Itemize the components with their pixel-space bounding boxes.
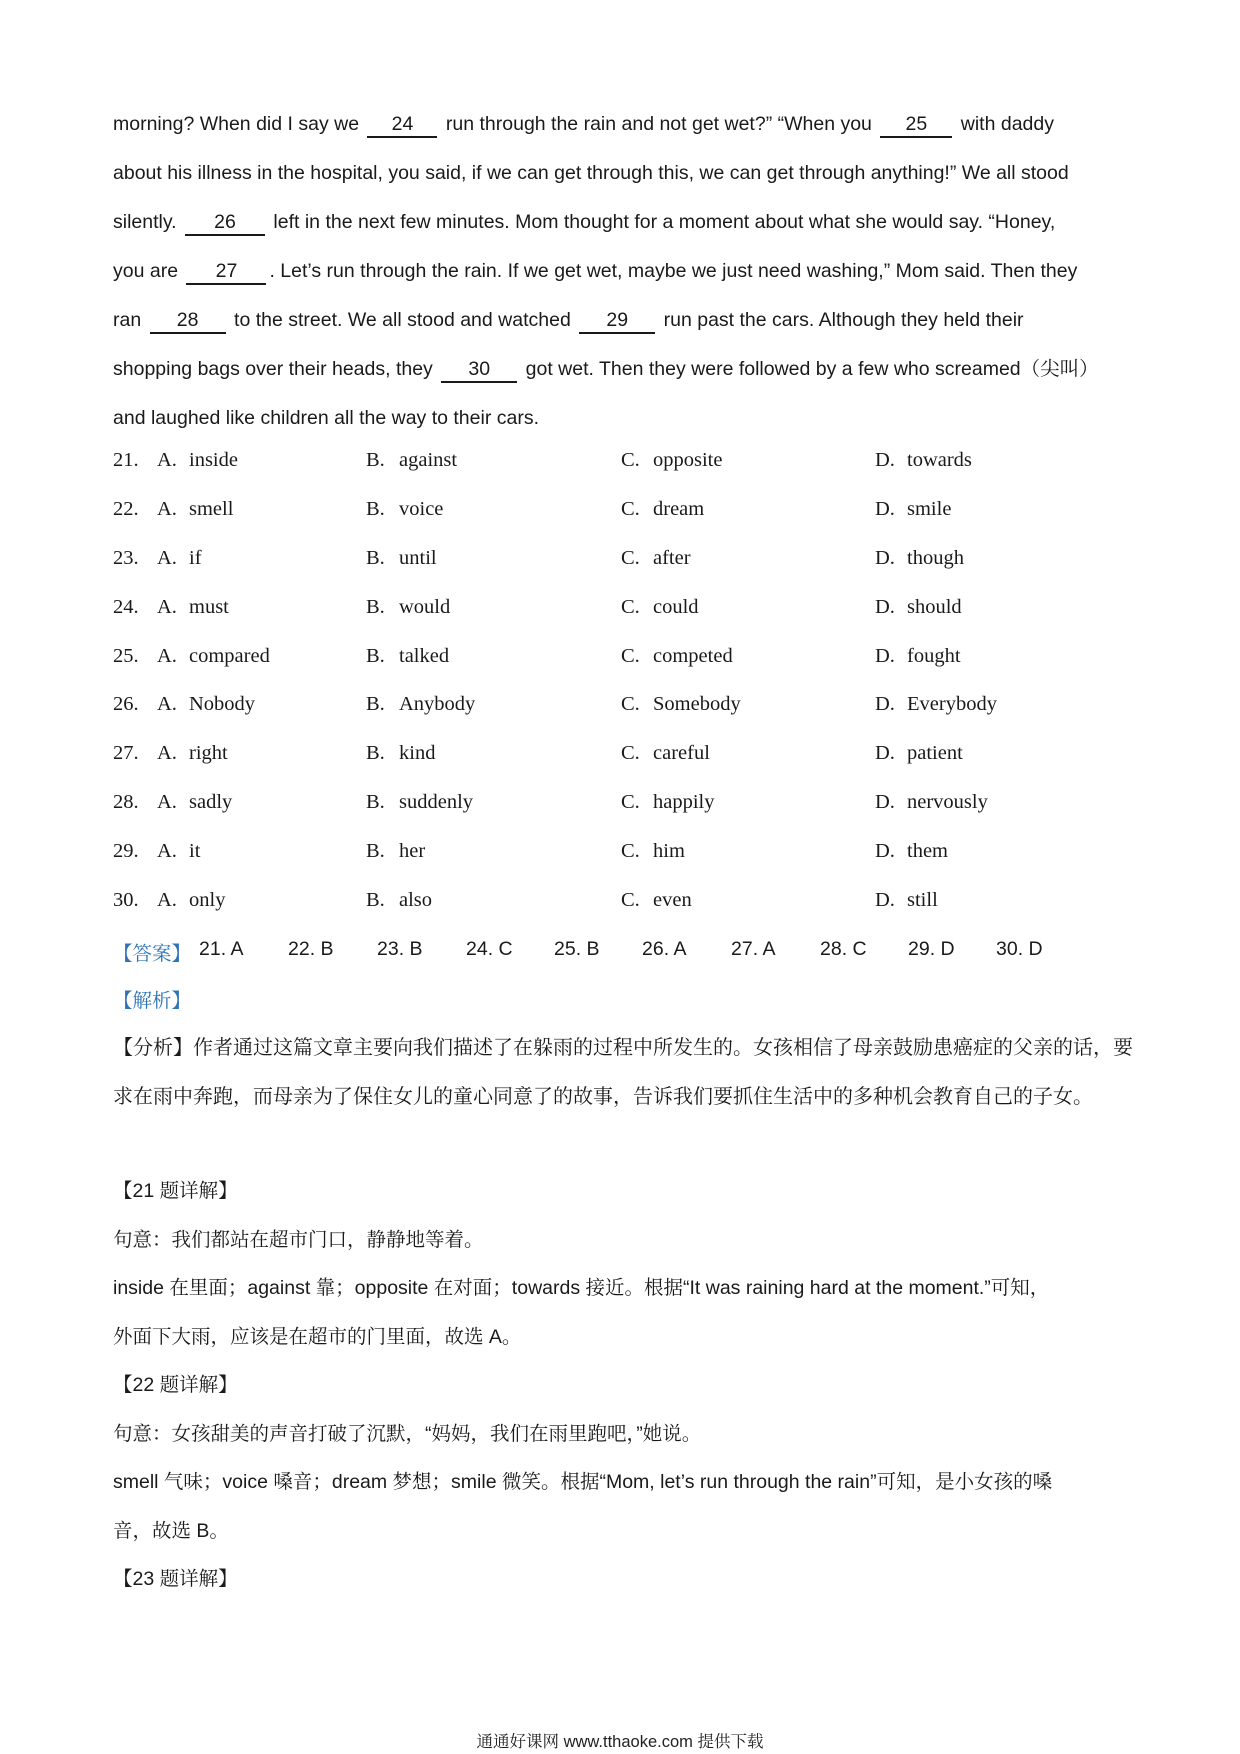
- passage-line: shopping bags over their heads, they 30 got wet. Then they were followed by a few who screamed（尖叫）: [113, 345, 1133, 394]
- sentence-meaning: 句意：我们都站在超市门口，静静地等着。: [113, 1228, 484, 1251]
- question-number: 28.: [113, 791, 139, 814]
- option-letter-d: D.: [875, 742, 895, 765]
- passage-line: about his illness in the hospital, you said, if we can get through this, we can get through anything!” We all stood: [113, 162, 1069, 184]
- question-22-detail: [113, 1361, 1143, 1555]
- option-letter-b: B.: [366, 449, 385, 471]
- answer-item: 22. B: [288, 938, 334, 960]
- option-letter-c: C.: [621, 497, 640, 520]
- question-number: 23.: [113, 546, 139, 569]
- option-d: nervously: [907, 791, 988, 814]
- option-letter-c: C.: [621, 693, 640, 716]
- option-letter-b: B.: [366, 889, 385, 912]
- option-letter-a: A.: [157, 644, 177, 667]
- option-row: [113, 685, 1133, 734]
- option-c: competed: [653, 644, 733, 667]
- option-letter-c: C.: [621, 840, 640, 863]
- explanation-line: inside 在里面；against 靠；opposite 在对面；towards 接近。根据“It was raining hard at the moment.”可知，: [113, 1277, 1050, 1299]
- option-letter-c: C.: [621, 791, 640, 814]
- option-d: smile: [907, 497, 952, 520]
- option-letter-d: D.: [875, 889, 895, 912]
- blank-30: 30: [441, 358, 517, 383]
- option-c: after: [653, 546, 691, 569]
- blank-25: 25: [880, 113, 952, 138]
- question-number: 21.: [113, 449, 139, 471]
- option-c: could: [653, 595, 699, 618]
- sentence-meaning: 句意：女孩甜美的声音打破了沉默，“妈妈，我们在雨里跑吧，”她说。: [113, 1422, 702, 1445]
- option-c: careful: [653, 742, 710, 765]
- answer-item: 28. C: [820, 938, 867, 960]
- option-d: them: [907, 840, 948, 863]
- passage-line: you are 27 . Let’s run through the rain. If we get wet, maybe we just need washing,” Mom said. Then they: [113, 247, 1133, 296]
- explanation-line: 外面下大雨，应该是在超市的门里面，故选 A。: [113, 1325, 522, 1348]
- option-letter-d: D.: [875, 546, 895, 569]
- option-letter-b: B.: [366, 546, 385, 569]
- option-letter-a: A.: [157, 546, 177, 569]
- passage-line: and laughed like children all the way to their cars.: [113, 407, 539, 429]
- option-letter-a: A.: [157, 693, 177, 716]
- answer-item: 27. A: [731, 938, 776, 960]
- option-letter-b: B.: [366, 693, 385, 716]
- option-letter-d: D.: [875, 840, 895, 863]
- option-d: towards: [907, 449, 972, 471]
- option-c: opposite: [653, 449, 723, 471]
- question-number: 24.: [113, 595, 139, 618]
- question-number: 27.: [113, 742, 139, 765]
- option-letter-a: A.: [157, 497, 177, 520]
- option-letter-b: B.: [366, 742, 385, 765]
- option-a: smell: [189, 497, 234, 520]
- option-d: still: [907, 889, 938, 912]
- option-letter-b: B.: [366, 791, 385, 814]
- option-b: talked: [399, 644, 450, 667]
- option-row: [113, 637, 1133, 686]
- explanation-line: smell 气味；voice 嗓音；dream 梦想；smile 微笑。根据“Mom, let’s run through the rain”可知，是小女孩的嗓: [113, 1471, 1053, 1493]
- option-a: inside: [189, 449, 238, 471]
- blank-29: 29: [579, 309, 655, 334]
- answer-item: 30. D: [996, 938, 1043, 960]
- option-b: against: [399, 449, 458, 471]
- option-letter-a: A.: [157, 791, 177, 814]
- question-21-detail: [113, 1167, 1143, 1361]
- option-row: [113, 490, 1133, 539]
- detail-heading: 【22 题详解】: [113, 1374, 238, 1396]
- option-letter-a: A.: [157, 889, 177, 912]
- option-letter-c: C.: [621, 889, 640, 912]
- option-a: Nobody: [189, 693, 256, 716]
- analysis-text: 作者通过这篇文章主要向我们描述了在躲雨的过程中所发生的。女孩相信了母亲鼓励患癌症的父亲的话，要求在雨中奔跑，而母亲为了保住女儿的童心同意了的故事，告诉我们要抓住生活中的多种机会教育自己的子女。: [113, 1037, 1133, 1108]
- option-letter-c: C.: [621, 595, 640, 618]
- blank-27: 27: [186, 260, 266, 285]
- answer-label: 【答案】: [113, 943, 192, 965]
- option-row: [113, 441, 1133, 490]
- option-b: suddenly: [399, 791, 474, 814]
- answer-item: 21. A: [199, 938, 244, 960]
- option-letter-c: C.: [621, 644, 640, 667]
- blank-28: 28: [150, 309, 226, 334]
- option-a: must: [189, 595, 229, 618]
- option-letter-c: C.: [621, 546, 640, 569]
- option-letter-d: D.: [875, 644, 895, 667]
- option-c: him: [653, 840, 685, 863]
- option-letter-b: B.: [366, 497, 385, 520]
- option-letter-c: C.: [621, 742, 640, 765]
- option-row: [113, 734, 1133, 783]
- option-b: also: [399, 889, 433, 912]
- option-b: until: [399, 546, 437, 569]
- question-23-detail: [113, 1555, 1143, 1604]
- option-row: [113, 539, 1133, 588]
- option-letter-d: D.: [875, 791, 895, 814]
- passage-line: silently. 26 left in the next few minutes. Mom thought for a moment about what she would say. “Honey,: [113, 198, 1133, 247]
- option-d: though: [907, 546, 964, 569]
- answer-item: 25. B: [554, 938, 600, 960]
- option-letter-b: B.: [366, 644, 385, 667]
- option-b: her: [399, 840, 426, 863]
- option-b: Anybody: [399, 693, 476, 716]
- option-row: [113, 588, 1133, 637]
- detail-heading: 【21 题详解】: [113, 1180, 238, 1202]
- option-c: happily: [653, 791, 715, 814]
- explanation-line: 音，故选 B。: [113, 1519, 229, 1542]
- option-d: Everybody: [907, 693, 997, 716]
- option-b: voice: [399, 497, 444, 520]
- option-c: even: [653, 889, 692, 912]
- answer-row: [113, 930, 1133, 970]
- option-letter-b: B.: [366, 595, 385, 618]
- page-footer: 通通好课网 www.tthaoke.com 提供下载: [476, 1733, 764, 1751]
- option-a: compared: [189, 644, 270, 667]
- question-number: 30.: [113, 889, 139, 912]
- option-a: if: [189, 546, 202, 569]
- analysis-paragraph: [113, 1024, 1138, 1121]
- option-d: patient: [907, 742, 963, 765]
- passage-line: ran 28 to the street. We all stood and watched 29 run past the cars. Although they held their: [113, 296, 1133, 345]
- question-number: 25.: [113, 644, 139, 667]
- option-row: [113, 881, 1133, 930]
- option-letter-a: A.: [157, 742, 177, 765]
- option-row: [113, 783, 1133, 832]
- answer-item: 23. B: [377, 938, 423, 960]
- answer-item: 26. A: [642, 938, 687, 960]
- option-d: fought: [907, 644, 961, 667]
- option-letter-a: A.: [157, 595, 177, 618]
- option-letter-b: B.: [366, 840, 385, 863]
- jiexi-label: 【解析】: [113, 990, 192, 1012]
- option-a: sadly: [189, 791, 233, 814]
- blank-26: 26: [185, 211, 265, 236]
- option-letter-a: A.: [157, 840, 177, 863]
- question-number: 26.: [113, 693, 139, 716]
- option-d: should: [907, 595, 962, 618]
- detail-heading: 【23 题详解】: [113, 1568, 238, 1590]
- option-letter-c: C.: [621, 449, 640, 471]
- option-c: dream: [653, 497, 705, 520]
- option-b: would: [399, 595, 451, 618]
- option-letter-a: A.: [157, 449, 177, 471]
- answer-item: 29. D: [908, 938, 955, 960]
- analysis-label: 【分析】: [113, 1037, 193, 1059]
- option-a: only: [189, 889, 226, 912]
- passage-line: morning? When did I say we 24 run through the rain and not get wet?” “When you 25 with daddy: [113, 100, 1133, 149]
- answer-item: 24. C: [466, 938, 513, 960]
- passage-text: [113, 100, 1133, 443]
- question-number: 22.: [113, 497, 139, 520]
- option-letter-d: D.: [875, 497, 895, 520]
- options-list: [113, 441, 1133, 930]
- option-a: it: [189, 840, 201, 863]
- blank-24: 24: [367, 113, 437, 138]
- option-row: [113, 832, 1133, 881]
- option-letter-d: D.: [875, 449, 895, 471]
- option-letter-d: D.: [875, 693, 895, 716]
- option-letter-d: D.: [875, 595, 895, 618]
- option-a: right: [189, 742, 228, 765]
- option-b: kind: [399, 742, 436, 765]
- question-number: 29.: [113, 840, 139, 863]
- option-c: Somebody: [653, 693, 741, 716]
